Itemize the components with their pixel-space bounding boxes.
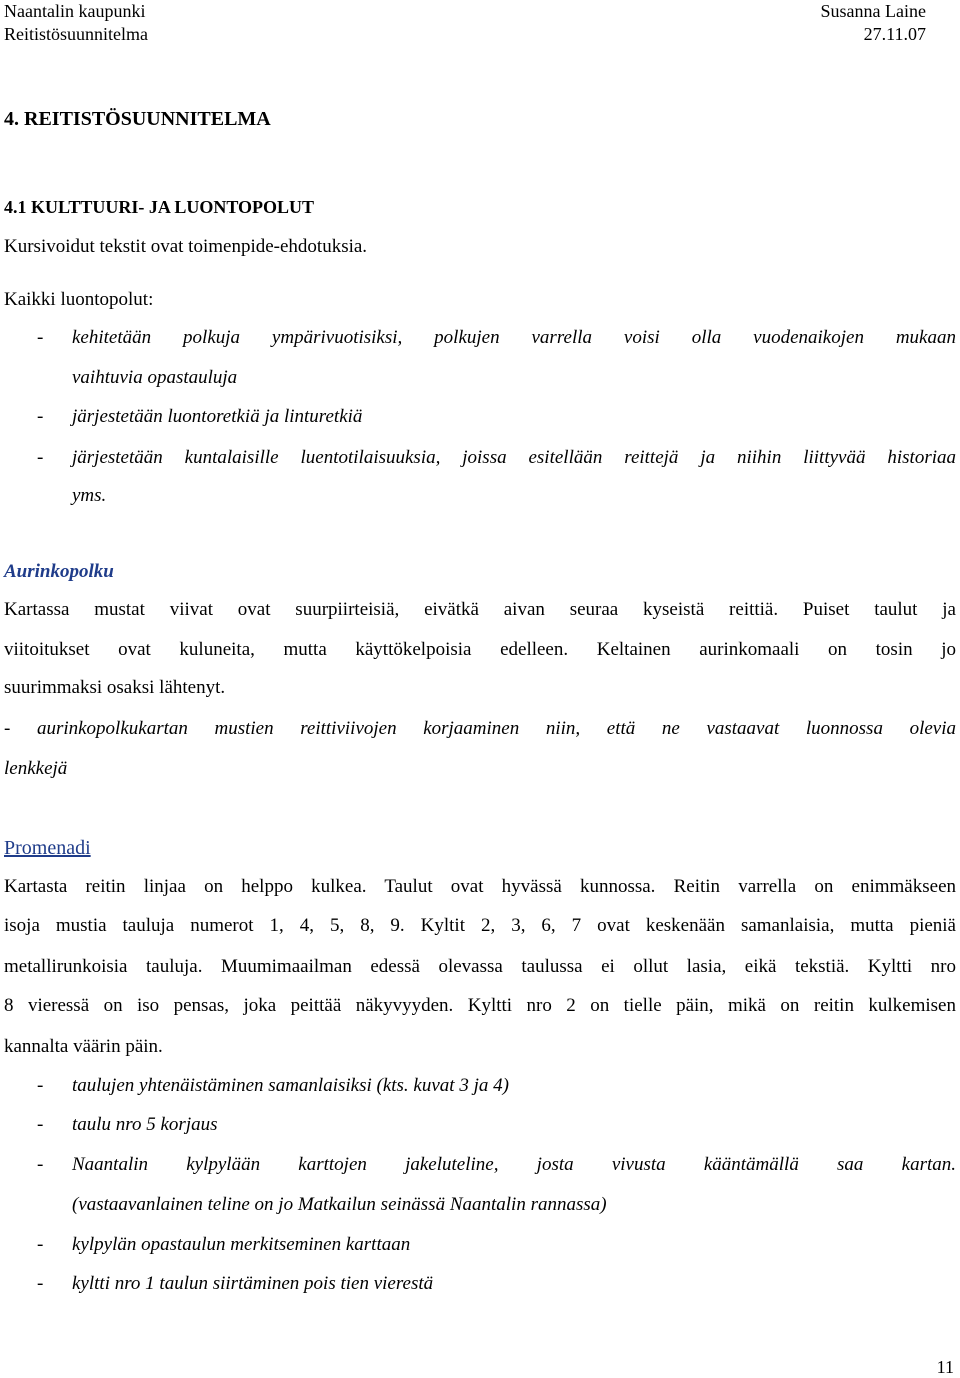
list-item-text: järjestetään kuntalaisille luentotilaisuuksia, joissa esitellään reittejä ja niihin liittyvää historiaa: [72, 447, 956, 468]
list-item-text: järjestetään luontoretkiä ja linturetkiä: [72, 406, 363, 427]
list-item-text: taulu nro 5 korjaus: [72, 1114, 218, 1135]
list-item-text: kyltti nro 1 taulun siirtäminen pois tien vierestä: [72, 1273, 434, 1294]
list-item-continuation: (vastaavanlainen teline on jo Matkailun seinässä Naantalin rannassa): [72, 1194, 607, 1215]
intro-text: Kursivoidut tekstit ovat toimenpide-ehdotuksia.: [4, 236, 368, 257]
list-dash: -: [37, 406, 44, 427]
proposal-line: - aurinkopolkukartan mustien reittiviivojen korjaaminen niin, että ne vastaavat luonnossa olevia: [4, 718, 956, 739]
list-item-text: kehitetään polkuja ympärivuotisiksi, polkujen varrella voisi olla vuodenaikojen mukaan: [72, 327, 956, 348]
header-org: Naantalin kaupunki: [4, 1, 146, 21]
paragraph-line: isoja mustia tauluja numerot 1, 4, 5, 8, 9. Kyltit 2, 3, 6, 7 ovat keskenään samanlaisia, mutta pieniä: [4, 915, 956, 936]
paragraph-line: kannalta väärin päin.: [4, 1036, 163, 1057]
list-item-continuation: vaihtuvia opastauluja: [72, 367, 238, 388]
list-dash: -: [37, 1154, 44, 1175]
header-date: 27.11.07: [863, 24, 926, 44]
list-item-text: taulujen yhtenäistäminen samanlaisiksi (kts. kuvat 3 ja 4): [72, 1075, 509, 1096]
list-item-text: kylpylän opastaulun merkitseminen karttaan: [72, 1234, 411, 1255]
section-title: 4. REITISTÖSUUNNITELMA: [4, 108, 271, 130]
list-item-text: Naantalin kylpylään karttojen jakeluteline, josta vivusta kääntämällä saa kartan.: [72, 1154, 956, 1175]
aurinkopolku-heading: Aurinkopolku: [4, 561, 114, 582]
all-paths-heading: Kaikki luontopolut:: [4, 289, 154, 310]
list-dash: -: [37, 327, 44, 348]
header-right: [821, 0, 926, 46]
header-author: Susanna Laine: [820, 1, 926, 21]
paragraph-line: suurimmaksi osaksi lähtenyt.: [4, 677, 226, 698]
paragraph-line: metallirunkoisia tauluja. Muumimaailman edessä olevassa taulussa ei ollut lasia, eikä tekstiä. Kyltti nro: [4, 956, 956, 977]
paragraph-line: Kartassa mustat viivat ovat suurpiirteisiä, eivätkä aivan seuraa kyseistä reittiä. Puiset taulut ja: [4, 599, 956, 620]
header-left: [4, 0, 148, 46]
proposal-line: lenkkejä: [4, 758, 68, 779]
list-dash: -: [37, 1075, 44, 1096]
paragraph-line: Kartasta reitin linjaa on helppo kulkea. Taulut ovat hyvässä kunnossa. Reitin varrella on enimmäkseen: [4, 876, 956, 897]
paragraph-line: viitoitukset ovat kuluneita, mutta käyttökelpoisia edelleen. Keltainen aurinkomaali on tosin jo: [4, 639, 956, 660]
list-dash: -: [37, 1273, 44, 1294]
list-dash: -: [37, 1114, 44, 1135]
list-item-continuation: yms.: [72, 485, 107, 506]
list-dash: -: [37, 447, 44, 468]
subsection-title: 4.1 KULTTUURI- JA LUONTOPOLUT: [4, 197, 315, 217]
promenadi-heading: Promenadi: [4, 837, 91, 859]
paragraph-line: 8 vieressä on iso pensas, joka peittää näkyvyyden. Kyltti nro 2 on tielle päin, mikä on reitin kulkemisen: [4, 995, 956, 1016]
header-doc: Reitistösuunnitelma: [4, 24, 148, 44]
page-number: 11: [936, 1357, 954, 1377]
list-dash: -: [37, 1234, 44, 1255]
